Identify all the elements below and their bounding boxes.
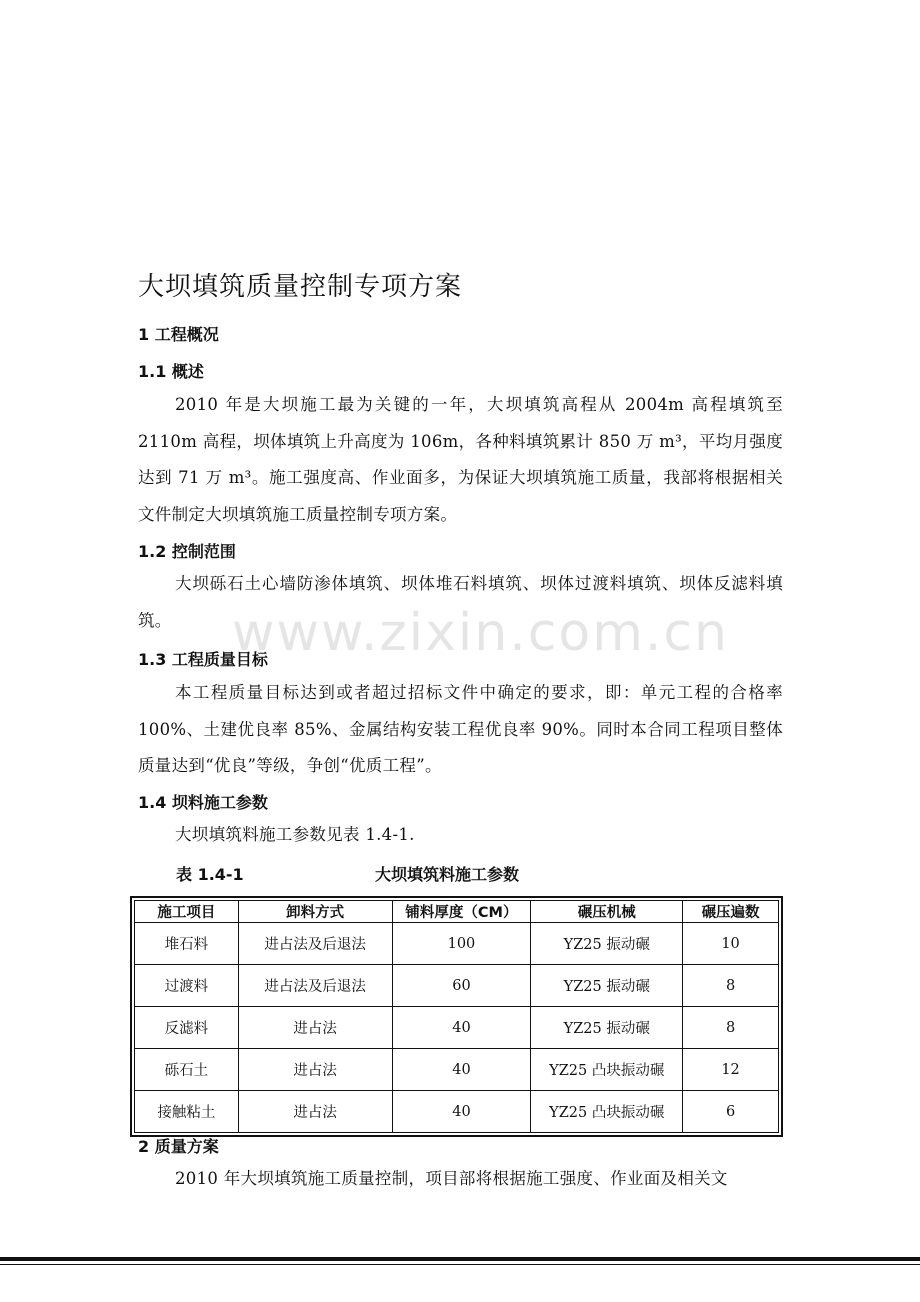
table-cell: 过渡料: [135, 965, 239, 1007]
page-title: 大坝填筑质量控制专项方案: [138, 272, 463, 302]
table-cell: YZ25 振动碾: [531, 965, 683, 1007]
table-cell: YZ25 凸块振动碾: [531, 1049, 683, 1091]
table-cell: 砾石土: [135, 1049, 239, 1091]
table-cell: 6: [683, 1091, 779, 1133]
section-heading-1-2: 1.2 控制范围: [138, 542, 236, 561]
table-cell: 10: [683, 923, 779, 965]
section-heading-1-4: 1.4 坝料施工参数: [138, 793, 268, 812]
table-cell: 8: [683, 1007, 779, 1049]
table-frame: [130, 896, 783, 1137]
paragraph-quality-plan: 2010 年大坝填筑施工质量控制，项目部将根据施工强度、作业面及相关文: [175, 1169, 728, 1188]
paragraph-quality-goal: 本工程质量目标达到或者超过招标文件中确定的要求，即：单元工程的合格率 100%、土建优良率 85%、金属结构安装工程优良率 90%。同时本合同工程项目整体质量达到“优良”等级，争创“优质工程”。: [138, 683, 783, 775]
table-header-cell: 施工项目: [135, 901, 239, 923]
table-cell: 反滤料: [135, 1007, 239, 1049]
section-heading-1: 1 工程概况: [138, 325, 219, 344]
footer-rule-thick: [0, 1257, 920, 1261]
table-cell: 40: [392, 1091, 531, 1133]
table-cell: 12: [683, 1049, 779, 1091]
section-heading-1-3: 1.3 工程质量目标: [138, 650, 268, 669]
table-row: [135, 1007, 779, 1049]
section-heading-2: 2 质量方案: [138, 1137, 219, 1156]
table-cell: 进占法: [238, 1007, 392, 1049]
paragraph-parameters: 大坝填筑料施工参数见表 1.4-1.: [175, 825, 415, 844]
table-cell: YZ25 凸块振动碾: [531, 1091, 683, 1133]
table-row: [135, 923, 779, 965]
paragraph-overview: 2010 年是大坝施工最为关键的一年，大坝填筑高程从 2004m 高程填筑至 2110m 高程，坝体填筑上升高度为 106m，各种料填筑累计 850 万 m³，平均月强度达到 71 万 m³。施工强度高、作业面多，为保证大坝填筑施工质量，我部将根据相关文件制定大坝填筑施工质量控制专项方案。: [138, 395, 783, 524]
paragraph-scope: 大坝砾石土心墙防渗体填筑、坝体堆石料填筑、坝体过渡料填筑、坝体反滤料填筑。: [138, 574, 783, 630]
table-header-cell: 碾压机械: [531, 901, 683, 923]
table-header-cell: 碾压遍数: [683, 901, 779, 923]
table-cell: 60: [392, 965, 531, 1007]
parameters-table: [134, 900, 779, 1133]
table-cell: 100: [392, 923, 531, 965]
table-caption-number: 表 1.4-1: [176, 865, 244, 884]
table-cell: 40: [392, 1007, 531, 1049]
watermark: www.zixin.com.cn: [232, 603, 729, 663]
table-cell: 进占法及后退法: [238, 923, 392, 965]
table-cell: 进占法: [238, 1091, 392, 1133]
table-cell: 进占法及后退法: [238, 965, 392, 1007]
table-header-cell: 卸料方式: [238, 901, 392, 923]
section-heading-1-1: 1.1 概述: [138, 362, 204, 381]
table-cell: 接触粘土: [135, 1091, 239, 1133]
table-caption-title: 大坝填筑料施工参数: [375, 865, 520, 884]
table-cell: 进占法: [238, 1049, 392, 1091]
table-cell: 堆石料: [135, 923, 239, 965]
table-header-row: [135, 901, 779, 923]
table-cell: 40: [392, 1049, 531, 1091]
table-header-cell: 铺料厚度（CM）: [392, 901, 531, 923]
table-cell: YZ25 振动碾: [531, 1007, 683, 1049]
table-row: [135, 1049, 779, 1091]
table-row: [135, 1091, 779, 1133]
footer-rule-thin: [0, 1264, 920, 1265]
table-cell: 8: [683, 965, 779, 1007]
table-row: [135, 965, 779, 1007]
table-cell: YZ25 振动碾: [531, 923, 683, 965]
